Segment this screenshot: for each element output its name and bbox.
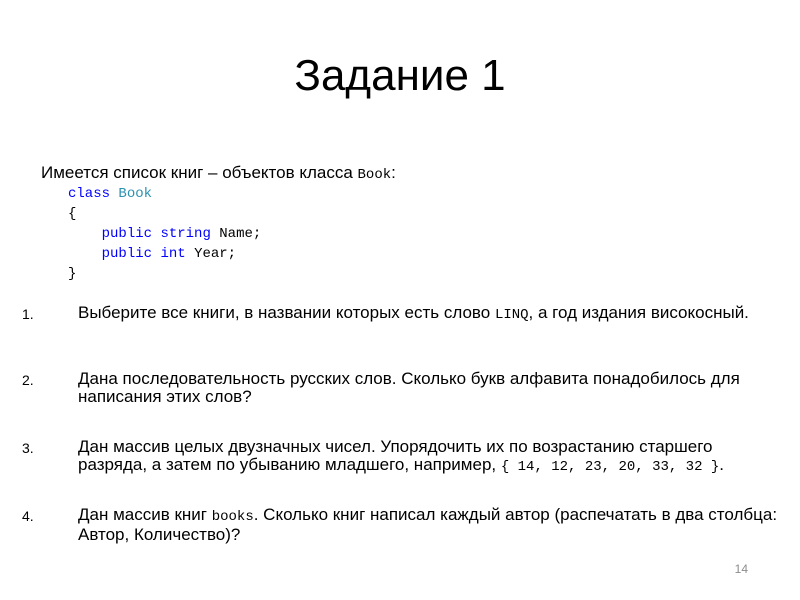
code-block xyxy=(68,184,261,284)
task-text-after: , а год издания високосный. xyxy=(528,303,749,322)
intro-text xyxy=(41,163,396,185)
intro-text-main: Имеется список книг – объектов класса xyxy=(41,163,358,182)
task-list xyxy=(22,304,782,574)
task-inline-code: { 14, 12, 23, 20, 33, 32 } xyxy=(500,459,720,475)
task-number: 2. xyxy=(22,372,34,388)
code-field-year: Year; xyxy=(194,246,237,262)
task-number: 4. xyxy=(22,508,34,524)
task-item-4 xyxy=(22,506,782,544)
intro-class-name: Book xyxy=(357,167,392,183)
page-number: 14 xyxy=(734,562,748,576)
task-inline-code: books xyxy=(211,509,254,525)
task-text-before: Дан массив книг xyxy=(78,505,212,524)
slide-title: Задание 1 xyxy=(294,51,506,100)
task-number: 1. xyxy=(22,306,34,322)
task-item-1 xyxy=(22,304,782,340)
task-text-before: Дан массив целых двузначных чисел. Упорядочить их по возрастанию старшего разряда, а затем по убыванию младшего, например, xyxy=(78,437,713,474)
task-number: 3. xyxy=(22,440,34,456)
task-item-3 xyxy=(22,438,782,476)
task-item-2 xyxy=(22,370,782,408)
task-text xyxy=(78,506,782,544)
task-text xyxy=(78,370,782,408)
code-field-name: Name; xyxy=(219,226,262,242)
task-text xyxy=(78,304,782,324)
task-text-after: . xyxy=(719,455,725,474)
code-keyword-int: int xyxy=(160,246,186,262)
task-text-before: Дана последовательность русских слов. Сколько букв алфавита понадобилось для написания этих слов? xyxy=(78,369,740,406)
task-text-before: Выберите все книги, в названии которых есть слово xyxy=(78,303,495,322)
code-keyword-public-1: public xyxy=(101,226,153,242)
code-keyword-public-2: public xyxy=(101,246,153,262)
code-open-brace: { xyxy=(68,206,77,222)
code-close-brace: } xyxy=(68,266,77,282)
task-text xyxy=(78,438,782,476)
code-keyword-class: class xyxy=(68,186,111,202)
task-text-after: . Сколько книг написал каждый автор (распечатать в два столбца: Автор, Количество)? xyxy=(78,505,778,544)
task-inline-code: LINQ xyxy=(494,307,529,323)
code-keyword-string: string xyxy=(160,226,211,242)
intro-suffix: : xyxy=(391,163,396,182)
code-type-book: Book xyxy=(118,186,153,202)
